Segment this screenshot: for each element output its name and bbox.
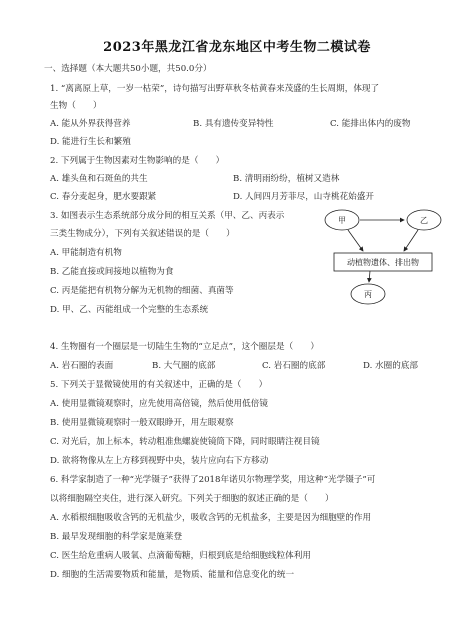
- exam-title: 2023年黑龙江省龙东地区中考生物二模试卷: [103, 40, 371, 55]
- q6-option-a: A. 水稻根细胞吸收含钙的无机盐少，吸收含钙的无机盐多，主要是因为细胞壁的作用: [50, 513, 372, 523]
- arrow-jia-to-box: [348, 230, 363, 251]
- q4-option-c: C. 岩石圈的底部: [262, 361, 326, 371]
- q1-option-a: A. 能从外界获得营养: [50, 119, 131, 129]
- q3-option-a: A. 甲能制造有机物: [50, 248, 122, 258]
- q6-stem-line1: 6. 科学家制造了一种“光学镊子”获得了2018年诺贝尔物理学奖，用这种“光学镊子”可: [50, 475, 376, 485]
- q4-stem: 4. 生物圈有一个圈层是一切陆生生物的“立足点”，这个圈层是（ ）: [50, 342, 319, 352]
- q6-option-b: B. 最早发现细胞的科学家是施莱登: [50, 532, 183, 542]
- q3-stem-line1: 3. 如图表示生态系统部分成分间的相互关系（甲、乙、丙表示: [50, 211, 285, 221]
- remains-box-label: 动植物遗体、排出物: [347, 258, 419, 267]
- q5-stem: 5. 下列关于显微镜使用的有关叙述中，正确的是（ ）: [50, 380, 268, 390]
- q6-option-c: C. 医生给危重病人吸氧、点滴葡萄糖，归根到底是给细胞线粒体利用: [50, 551, 311, 561]
- q2-stem: 2. 下列属于生物因素对生物影响的是（ ）: [50, 156, 225, 166]
- section-header: 一、选择题（本大题共50小题，共50.0分）: [44, 64, 212, 74]
- node-yi-label: 乙: [420, 216, 428, 225]
- q2-option-b: B. 清明雨纷纷，植树又造林: [233, 174, 340, 184]
- q4-option-b: B. 大气圈的底部: [152, 361, 216, 371]
- q2-option-c: C. 春分麦起身，肥水要跟紧: [50, 192, 157, 202]
- q3-stem-line2: 三类生物成分），下列有关叙述错误的是（ ）: [50, 229, 235, 239]
- q1-option-c: C. 能排出体内的废物: [330, 119, 411, 129]
- q1-stem-line1: 1. “离离原上草，一岁一枯荣”，诗句描写出野草秋冬枯黄春来茂盛的生长周期，体现了: [50, 84, 380, 94]
- arrow-box-to-bing: [369, 271, 370, 282]
- q4-option-d: D. 水圈的底部: [363, 361, 419, 371]
- q1-option-b: B. 具有遗传变异特性: [193, 119, 274, 129]
- q3-option-d: D. 甲、乙、丙能组成一个完整的生态系统: [50, 305, 209, 315]
- ecosystem-diagram: [318, 206, 448, 306]
- node-bing-label: 丙: [364, 290, 372, 299]
- q5-option-c: C. 对光后，加上标本，转动粗准焦螺旋使镜筒下降，同时眼睛注视目镜: [50, 437, 320, 447]
- q2-option-d: D. 人间四月芳菲尽，山寺桃花始盛开: [233, 192, 374, 202]
- q1-stem-line2: 生物（ ）: [50, 101, 102, 111]
- q3-option-b: B. 乙能直接或间接地以植物为食: [50, 267, 174, 277]
- q5-option-a: A. 使用显微镜观察时，应先使用高倍镜，然后使用低倍镜: [50, 399, 268, 409]
- q2-option-a: A. 雄头鱼和石斑鱼的共生: [50, 174, 148, 184]
- q5-option-b: B. 使用显微镜观察时一般双眼睁开，用左眼观察: [50, 418, 234, 428]
- q6-option-d: D. 细胞的生活需要物质和能量，是物质、能量和信息变化的统一: [50, 570, 295, 580]
- q4-option-a: A. 岩石圈的表面: [50, 361, 114, 371]
- q1-option-d: D. 能进行生长和繁殖: [50, 137, 131, 147]
- q6-stem-line2: 以将细胞隔空夹住，进行深入研究。下列关于细胞的叙述正确的是（ ）: [50, 494, 334, 504]
- arrow-yi-to-box: [404, 230, 418, 251]
- q5-option-d: D. 欲将物像从左上方移到视野中央，装片应向右下方移动: [50, 456, 269, 466]
- q3-option-c: C. 丙是能把有机物分解为无机物的细菌、真菌等: [50, 286, 234, 296]
- node-jia-label: 甲: [338, 216, 346, 225]
